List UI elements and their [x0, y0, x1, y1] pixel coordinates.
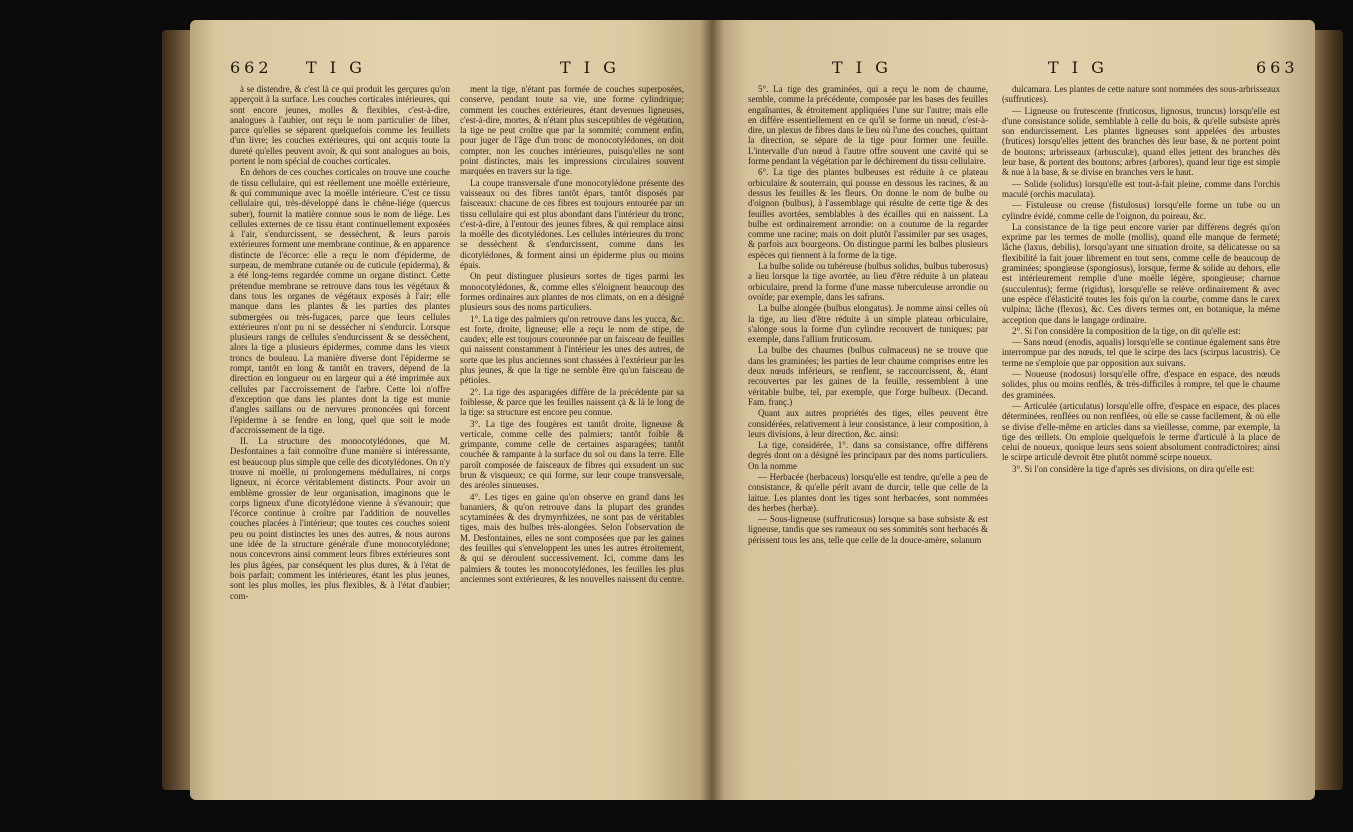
paragraph: — Articulée (articulatus) lorsqu'elle offre, d'espace en espace, des places déterminées, renflées ou non renflées, où elle se casse facilement, & où elle se divise d'elle-même en articles dans sa vieillesse, comme, par exemple, la tige des œillets. On emploie quelquefois le terme d'articulé à la place de celui de noueux, quoique leurs sens soient absolument contradictoires; ainsi le scirpe articulé devroit être plutôt nommé scirpe noueux. [1002, 400, 1280, 463]
paragraph: — Sous-ligneuse (suffruticosus) lorsque sa base subsiste & est ligneuse, tandis que ses rameaux ou ses sommités sont herbacés & périssent tous les ans, telle que celle de la douce-amère, solanum [748, 514, 988, 545]
right-page-number: 663 [1256, 58, 1299, 77]
left-header-1: T I G [306, 58, 366, 77]
open-book [190, 20, 1315, 800]
paragraph: 6°. La tige des plantes bulbeuses est réduite à ce plateau orbiculaire & souterrain, qui pousse en dessous les racines, & au dessus les feuilles & les fleurs. On donne le nom de bulbe ou d'oignon (bulbus), à l'assemblage qui résulte de cette tige & des feuilles avortées, semblables à des écailles qui en naissent. La bulbe est ordinairement arrondie: on a coutume de la regarder comme une racine; mais on doit plutôt l'assimiler par ses usages, & parfois aux bourgeons. On distingue parmi les bulbes plusieurs espèces qui tiennent à la forme de la tige. [748, 167, 988, 260]
paragraph: La tige, considérée, 1°. dans sa consistance, offre différens degrés dont on a désigné les principaux par des noms particuliers. On la nomme [748, 440, 988, 471]
paragraph: — Fistuleuse ou creuse (fistulosus) lorsqu'elle forme un tube ou un cylindre évidé, comme celle de l'oignon, du poireau, &c. [1002, 200, 1280, 221]
right-page [712, 20, 1315, 800]
paragraph: 3°. Si l'on considère la tige d'après ses divisions, on dira qu'elle est: [1012, 463, 1255, 474]
paragraph: II. La structure des monocotylédones, que M. Desfontaines a fait connoître d'une manière si intéressante, est beaucoup plus simple que celle des dicotylédones. On n'y trouve ni moëlle, ni prolongemens médullaires, ni corps ligneux, ni écorce véritablement distincts. Pour avoir un emblème grossier de leur organisation, imaginons que le corps ligneux d'une dicotylédone vienne à s'évanouir; que l'écorce continue à croître par l'addition de nouvelles couches placées à l'intérieur; que toutes ces couches soient peu ou point distinctes les unes des autres, & nous aurons une idée de la structure générale d'une monocotylédone; nous concevrons ainsi comment leurs fibres extérieures sont les plus âgées, par conséquent les plus dures, & à l'état de bois parfait; comment les intérieures, étant les plus jeunes, sont les plus molles, les plus flexibles, & à l'état d'aubier; com- [230, 436, 450, 601]
paragraph: — Solide (solidus) lorsqu'elle est tout-à-fait pleine, comme dans l'orchis maculé (orchis maculata). [1002, 178, 1280, 199]
left-page-number: 662 [230, 58, 273, 77]
paragraph: — Sans nœud (enodis, aqualis) lorsqu'elle se continue également sans être interrompue par des nœuds, tel que le scirpe des lacs (scirpus lacustris). Ce terme ne s'emploie que par opposition aux suivans. [1002, 337, 1280, 368]
paragraph: ment la tige, n'étant pas formée de couches superposées, conserve, pendant toute sa vie, une forme cylindrique; comment les couches extérieures, étant devenues ligneuses, c'est-à-dire, mortes, & n'étant plus susceptibles de végétation, la tige ne peut croître que par la sommité; comment enfin, pour juger de l'âge d'un tronc de monocotylédones, on doit compter, non les couches intérieures, puisqu'elles ne sont point distinctes, mais les impressions circulaires souvent marquées en travers sur la tige. [460, 84, 684, 177]
paragraph: La coupe transversale d'une monocotylédone présente des vaisseaux ou des fibres tantôt épars, tantôt disposés par faisceaux: chacune de ces fibres est toujours entourée par un tissu cellulaire qui est plus abondant dans l'intérieur du tronc, c'est-à-dire, à l'entour des jeunes fibres, & qui remplace ainsi la moëlle des dicotylédones. Les cellules intérieures du tronc se dessèchent & s'endurcissent, comme dans les dicotylédones, & forment ainsi un épiderme plus ou moins épais. [460, 177, 684, 271]
left-page [190, 20, 712, 800]
paragraph: On peut distinguer plusieurs sortes de tiges parmi les monocotylédones, &, comme elles s'éloignent beaucoup des formes ordinaires aux plantes de nos climats, on en a désigné plusieurs sous des noms particuliers. [460, 271, 684, 313]
left-column-1 [230, 84, 450, 602]
paragraph: 4°. Les tiges en gaine qu'on observe en grand dans les bananiers, & qu'on retrouve dans la plupart des grandes scytaminées & des drymyrrhizées, ne sont pas de véritables tiges, mais des bulbes très-alongées. Selon l'observation de M. Desfontaines, elles ne sont composées que par les gaines des feuilles qui s'enveloppent les unes les autres étroitement, & qui se déroulent successivement. Ici, comme dans les palmiers & toutes les monocotylédones, les feuilles les plus anciennes sont extérieures, & les nouvelles naissent du centre. [460, 491, 684, 584]
right-header-2: T I G [1048, 58, 1108, 77]
paragraph: — Herbacée (herbaceus) lorsqu'elle est tendre, qu'elle a peu de consistance, & qu'elle périt avant de durcir, telle que celle de la laitue. Les plantes dont les tiges sont herbacées, sont nommées des herbes (herbæ). [748, 471, 988, 513]
paragraph: — Noueuse (nodosus) lorsqu'elle offre, d'espace en espace, des nœuds solides, plus ou moins renflés, & très-difficiles à rompre, tel que le chaume des graminées. [1002, 369, 1280, 400]
right-header-1: T I G [832, 58, 892, 77]
left-column-2 [460, 84, 684, 585]
paragraph: En dehors de ces couches corticales on trouve une couche de tissu cellulaire, qui est réellement une moëlle extérieure, & qui communique avec la moëlle intérieure. C'est ce tissu cellulaire qui, très-développé dans le chêne-liége (quercus suber), fournit la matière connue sous le nom de liége. Les cellules externes de ce tissu étant continuellement exposées à l'air, s'endurcissent, se dessèchent, & leurs parois extérieures forment une membrane continue, & en apparence distincte de l'écorce: elle a reçu le nom d'épiderme, de surpeau, de membrane cutanée ou de cuticule (epiderma), & a été long-tems regardée comme un organe distinct. Cette prétendue membrane se retrouve dans tous les végétaux & dans tous les organes de végétaux exposés à l'air; elle manque dans les plantes & les parties des plantes submergées ou très-fugaces, parce que leurs cellules extérieures n'ont pu ni se dessécher ni s'endurcir. Lorsque plusieurs rangs de cellules s'endurcissent & se dessèchent, alors la tige a plusieurs épidermes, comme dans les vieux troncs de bouleau. La manière diverse dont l'épiderme se rompt, tantôt en long & tantôt en travers, dépend de la direction en longueur ou en largeur qui a été imprimée aux cellules par l'accroissement de l'arbre. Cette loi n'offre d'exception que dans les plantes dont la tige est munie d'angles saillans ou de nervures prononcées qui forcent l'épiderme à se fendre en long, quel que soit le mode d'accroissement de la tige. [230, 167, 450, 435]
paragraph: 3°. La tige des fougères est tantôt droite, ligneuse & verticale, comme celle des palmiers; tantôt foible & grimpante, comme celle de certaines asparagées; tantôt couchée & rampante à la surface du sol ou dans la terre. Elle paroît composée de faisceaux de fibres qui exsudent un suc brun & visqueux; ce qui forme, sur leur coupe transversale, des aréoles sinueuses. [460, 418, 684, 491]
paragraph: dulcamara. Les plantes de cette nature sont nommées des sous-arbrisseaux (suffrutices). [1002, 84, 1280, 105]
page-stack-left [162, 30, 192, 790]
paragraph: La bulbe alongée (bulbus elongatus). Je nomme ainsi celles où la tige, au lieu d'être réduite à un simple plateau orbiculaire, s'alonge sous la forme d'un cylindre recouvert de tuniques; par exemple, dans l'allium fruticosum. [748, 303, 988, 345]
paragraph: 1°. La tige des palmiers qu'on retrouve dans les yucca, &c. est forte, droite, ligneuse; elle a reçu le nom de stipe, de caudex; elle est toujours couronnée par un faisceau de feuilles qui naissent constamment à l'intérieur les unes des autres, de sorte que les plus anciennes sont chassées à l'extérieur par les plus jeunes, & que la tige ne semble être qu'un faisceau de pétioles. [460, 313, 684, 386]
paragraph: 5°. La tige des graminées, qui a reçu le nom de chaume, semble, comme la précédente, composée par les bases des feuilles engaînantes, & étroitement appliquées l'une sur l'autre; mais elle en diffère essentiellement en ce qu'il se forme un nœud, c'est-à-dire, un plexus de fibres dans le lieu où l'une des couches, quittant la direction, se sépare de la tige pour former une feuille. L'intervalle d'un nœud à l'autre offre souvent une cavité qui se forme pendant la végétation par le déchirement du tissu cellulaire. [748, 84, 988, 167]
page-stack-right [1313, 30, 1343, 790]
paragraph: Quant aux autres propriétés des tiges, elles peuvent être considérées, relativement à leur consistance, à leur composition, à leurs divisions, à leur direction, &c. ainsi: [748, 408, 988, 439]
paragraph: La consistance de la tige peut encore varier par différens degrés qu'on exprime par les termes de molle (mollis), quand elle manque de fermeté; lâche (laxus, debilis), lorsqu'ayant une situation droite, sa délicatesse ou sa flexibilité la fait jouer librement en tout sens, comme celle de beaucoup de graminées; spongieuse (spongiosus), lorsque, ferme & solide au dehors, elle est intérieurement remplie d'une moëlle légère, spongieuse; charnue (succulentus); ferme (rigidus), lorsqu'elle se relève ordinairement & avec une espèce d'élasticité toutes les fois qu'on la courbe, comme dans le carex vulpina; lâche (flexus), &c. Ces divers termes ont, en botanique, la même acception que dans le langage ordinaire. [1002, 221, 1280, 325]
paragraph: 2°. La tige des asparagées diffère de la précédente par sa foiblesse, & parce que les feuilles naissent çà & là le long de la tige: sa structure est encore peu connue. [460, 386, 684, 418]
book-gutter [700, 20, 724, 800]
right-column-1 [748, 84, 988, 546]
paragraph: La bulbe des chaumes (bulbus culmaceus) ne se trouve que dans les graminées; les parties de leur chaume comprises entre les deux nœuds inférieurs, se renflent, se raccourcissent, &, étant recouvertes par les gaines de la feuille, ressemblent à une véritable bulbe, tel, par exemple, que l'orge bulbeux. (Decand. Fam. franç.) [748, 345, 988, 407]
paragraph: à se distendre, & c'est là ce qui produit les gerçures qu'on apperçoit à la surface. Les couches corticales intérieures, qui sont encore jeunes, molles & flexibles, c'est-à-dire, analogues à l'aubier, ont reçu le nom particulier de liber, parce qu'elles se séparent quelquefois comme les feuillets d'un livre; les couches extérieures, qui ont acquis toute la dureté qu'elles peuvent avoir, & qui sont analogues au bois, portent le nom spécial de couches corticales. [230, 84, 450, 167]
right-column-2 [1002, 84, 1280, 475]
left-header-2: T I G [560, 58, 620, 77]
paragraph: La bulbe solide ou tubéreuse (bulbus solidus, bulbus tuberosus) a lieu lorsque la tige avortée, au lieu d'être réduite à un plateau orbiculaire, prend la forme d'une masse tuberculeuse arrondie ou ovoïde; par exemple, dans les safrans. [748, 261, 988, 302]
paragraph: 2°. Si l'on considère la composition de la tige, on dit qu'elle est: [1012, 325, 1241, 336]
paragraph: — Ligneuse ou frutescente (fruticosus, lignosus, truncus) lorsqu'elle est d'une consistance solide, semblable à celle du bois, & qu'elle subsiste après son endurcissement. Les plantes ligneuses sont appelées des arbustes (frutices) lorsqu'elles jettent des branches dès leur base, & ne portent point de boutons; arbrisseaux (arbusculæ), quand elles jettent des branches dès leur base, & portent des boutons; arbres (arbores), quand leur tige est simple & nue à la base, & se divise en branches vers le haut. [1002, 105, 1280, 178]
